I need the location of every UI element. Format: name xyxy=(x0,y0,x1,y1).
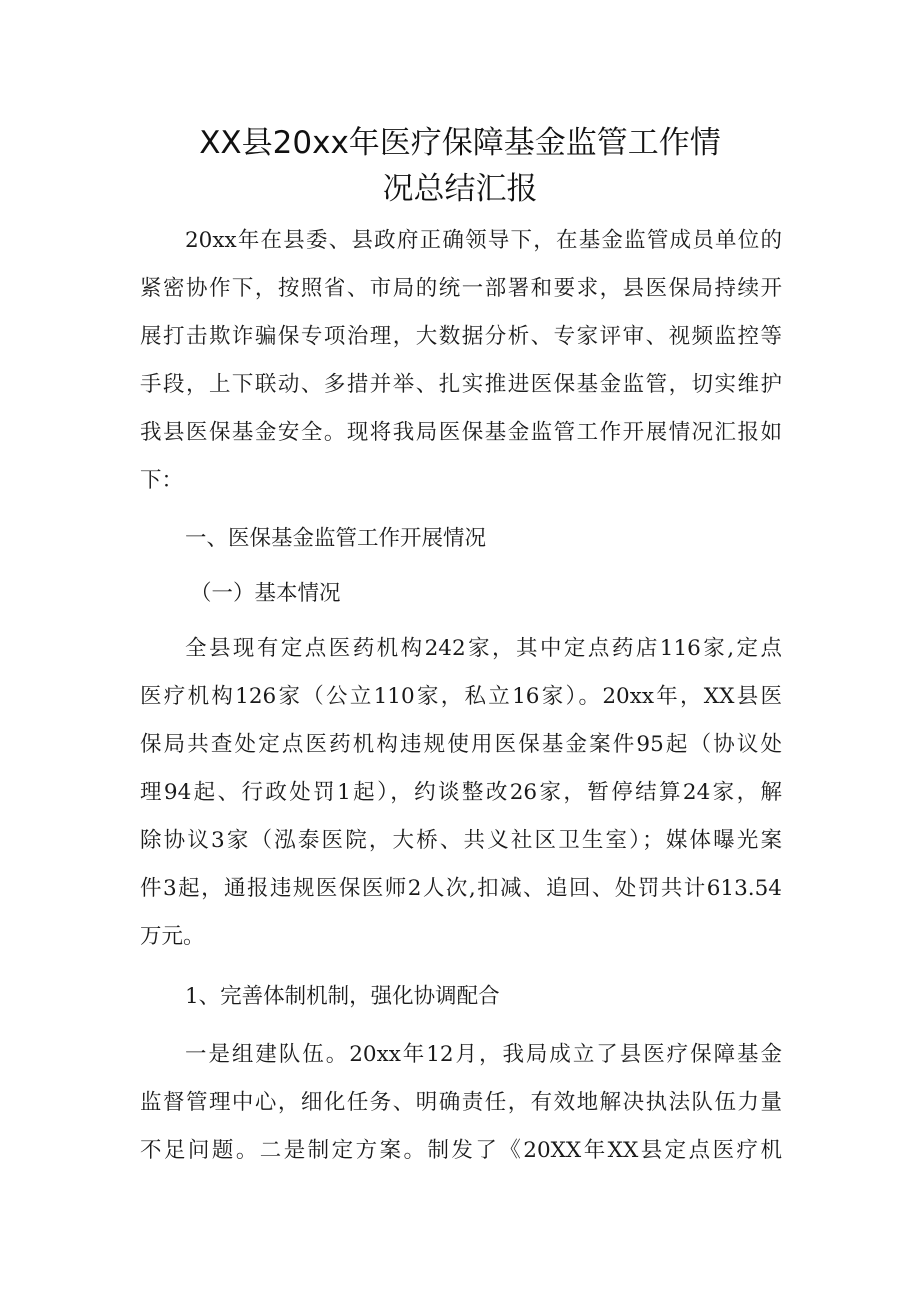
intro-line-2: 紧密协作下，按照省、市局的统一部署和要求，县医保局持续开 xyxy=(140,276,782,301)
intro-line-3: 展打击欺诈骗保专项治理，大数据分析、专家评审、视频监控等 xyxy=(140,324,782,349)
section1-line-1: 一是组建队伍。20xx年12月，我局成立了县医疗保障基金 xyxy=(185,1042,782,1067)
basic-line-6: 件3起，通报违规医保医师2人次,扣减、追回、处罚共计613.54 xyxy=(140,876,782,901)
basic-line-4: 理94起、行政处罚1起），约谈整改26家，暂停结算24家，解 xyxy=(140,780,782,805)
basic-line-5: 除协议3家（泓泰医院，大桥、共义社区卫生室）；媒体曝光案 xyxy=(140,828,782,853)
section-heading-1: 一、医保基金监管工作开展情况 xyxy=(185,526,487,551)
section1-line-3: 不足问题。二是制定方案。制发了《20XX年XX县定点医疗机 xyxy=(140,1138,782,1163)
section1-line-2: 监督管理中心，细化任务、明确责任，有效地解决执法队伍力量 xyxy=(140,1090,782,1115)
basic-line-1: 全县现有定点医药机构242家，其中定点药店116家,定点 xyxy=(185,636,782,661)
document-title-line-1: XX县20xx年医疗保障基金监管工作情 xyxy=(199,125,721,161)
intro-line-4: 手段，上下联动、多措并举、扎实推进医保基金监管，切实维护 xyxy=(140,372,782,397)
document-title-line-2: 况总结汇报 xyxy=(382,171,538,207)
subsection-heading-basic: （一）基本情况 xyxy=(190,581,341,606)
basic-line-3: 保局共查处定点医药机构违规使用医保基金案件95起（协议处 xyxy=(140,732,782,757)
basic-line-7: 万元。 xyxy=(140,924,205,949)
intro-line-6: 下： xyxy=(140,468,184,493)
intro-line-5: 我县医保基金安全。现将我局医保基金监管工作开展情况汇报如 xyxy=(140,420,782,445)
intro-line-1: 20xx年在县委、县政府正确领导下，在基金监管成员单位的 xyxy=(185,228,782,253)
basic-line-2: 医疗机构126家（公立110家，私立16家）。20xx年，XX县医 xyxy=(140,684,782,709)
numbered-heading-1: 1、完善体制机制，强化协调配合 xyxy=(185,984,500,1009)
